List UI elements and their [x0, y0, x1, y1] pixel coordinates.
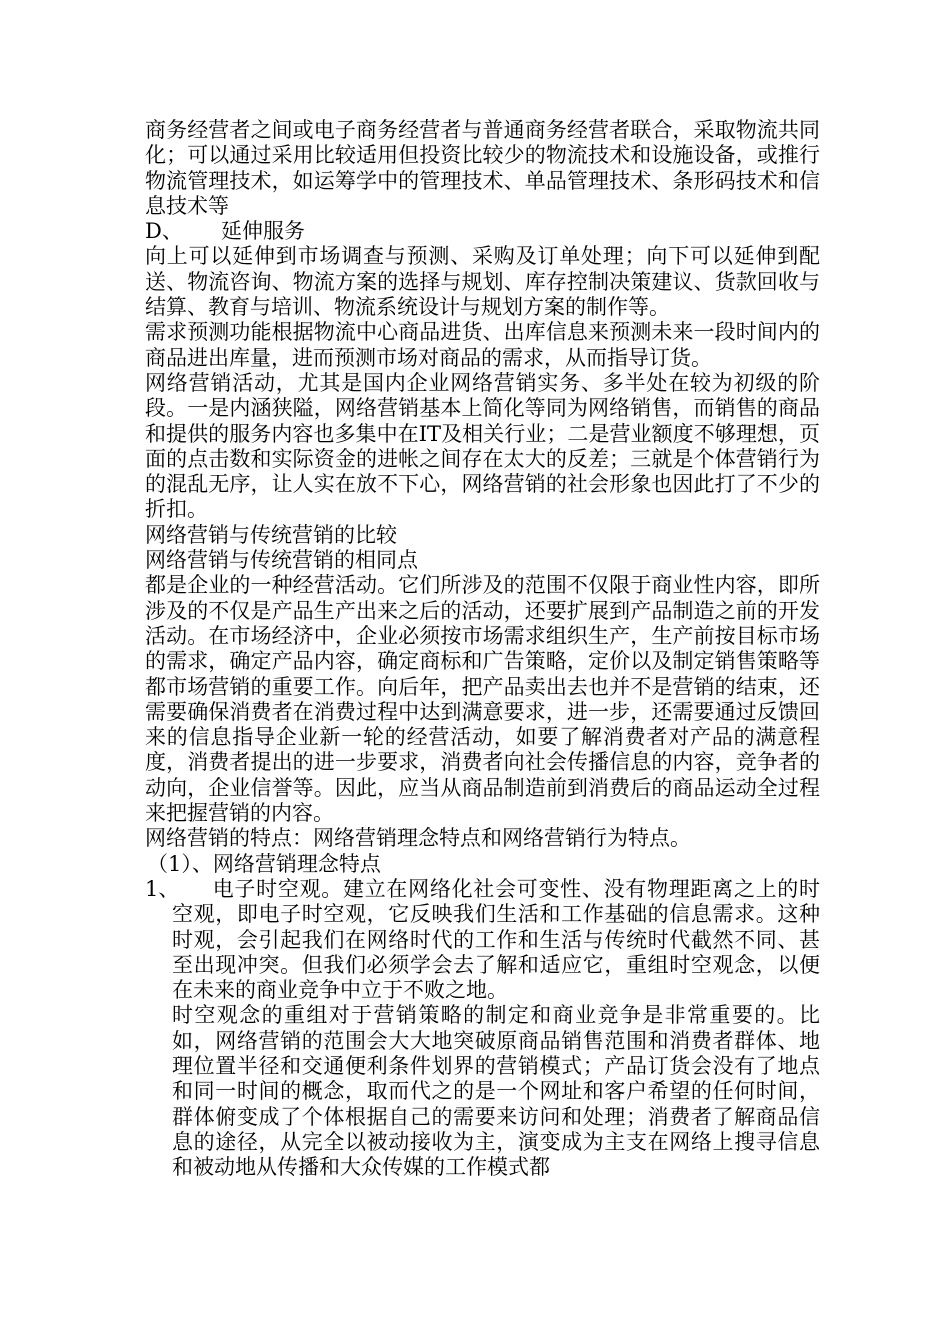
heading-comparison: 网络营销与传统营销的比较	[145, 522, 397, 547]
section-d-marker: D、	[145, 219, 183, 244]
paragraph-spacetime-reorganization: 时空观念的重组对于营销策略的制定和商业竞争是非常重要的。比如，网络营销的范围会大大地突破原商品销售范围和消费者群体、地理位置半径和交通便利条件划界的营销模式；产品订货会没有了地点和同一时间的概念，取而代之的是一个网址和客户希望的任何时间，群体俯变成了个体根据自己的需要来访问和处理；消费者了解商品信息的途径，从完全以被动接收为主，演变成为主支在网络上搜寻信息和被动地从传播和大众传媒的工作模式都	[172, 1003, 820, 1180]
section-d-title: 延伸服务	[221, 219, 305, 244]
paragraph-demand-forecast: 需求预测功能根据物流中心商品进货、出库信息来预测未来一段时间内的商品进出库量，进而预测市场对商品的需求，从而指导订货。	[145, 320, 820, 370]
paragraph-online-marketing-status: 网络营销活动，尤其是国内企业网络营销实务、多半处在较为初级的阶段。一是内涵狭隘，网络营销基本上简化等同为网络销售，而销售的商品和提供的服务内容也多集中在IT及相关行业；二是营业额度不够理想，页面的点击数和实际资金的进帐之间存在太大的反差；三就是个体营销行为的混乱无序，让人实在放不下心，网络营销的社会形象也因此打了不少的折扣。	[145, 370, 820, 522]
paragraph-logistics-cooperation: 商务经营者之间或电子商务经营者与普通商务经营者联合，采取物流共同化；可以通过采用比较适用但投资比较少的物流技术和设施设备，或推行物流管理技术，如运筹学中的管理技术、单品管理技术、条形码技术和信息技术等	[145, 118, 820, 218]
paragraph-similarities: 都是企业的一种经营活动。它们所涉及的范围不仅限于商业性内容，即所涉及的不仅是产品生产出来之后的活动，还要扩展到产品制造之前的开发活动。在市场经济中，企业必须按市场需求组织生产，生产前按目标市场的需求，确定产品内容，确定商标和广告策略，定价以及制定销售策略等都市场营销的重要工作。向后年，把产品卖出去也并不是营销的结束，还需要确保消费者在消费过程中达到满意要求，进一步，还需要通过反馈回来的信息指导企业新一轮的经营活动，如要了解消费者对产品的满意程度，消费者提出的进一步要求，消费者向社会传播信息的内容，竞争者的动向，企业信誉等。因此，应当从商品制造前到消费后的商品运动全过程来把握营销的内容。	[145, 573, 820, 826]
sub-heading-concept-features: （1）、网络营销理念特点	[147, 851, 381, 876]
section-d-heading	[145, 219, 820, 244]
heading-similarities: 网络营销与传统营销的相同点	[145, 548, 418, 573]
list-item-number: 1、	[145, 876, 180, 901]
list-item-text: 电子时空观。建立在网络化社会可变性、没有物理距离之上的时空观，即电子时空观，它反映我们生活和工作基础的信息需求。这种时观，会引起我们在网络时代的工作和生活与传统时代截然不同、甚至出现冲突。但我们必须学会去了解和适应它，重组时空观念，以便在未来的商业竞争中立于不败之地。	[172, 876, 820, 1003]
paragraph-characteristics: 网络营销的特点：网络营销理念特点和网络营销行为特点。	[145, 826, 691, 851]
list-item-electronic-spacetime	[145, 877, 820, 1003]
paragraph-extended-services: 向上可以延伸到市场调查与预测、采购及订单处理；向下可以延伸到配送、物流咨询、物流方案的选择与规划、库存控制决策建议、货款回收与结算、教育与培训、物流系统设计与规划方案的制作等。	[145, 244, 820, 320]
document-body	[145, 118, 820, 1180]
